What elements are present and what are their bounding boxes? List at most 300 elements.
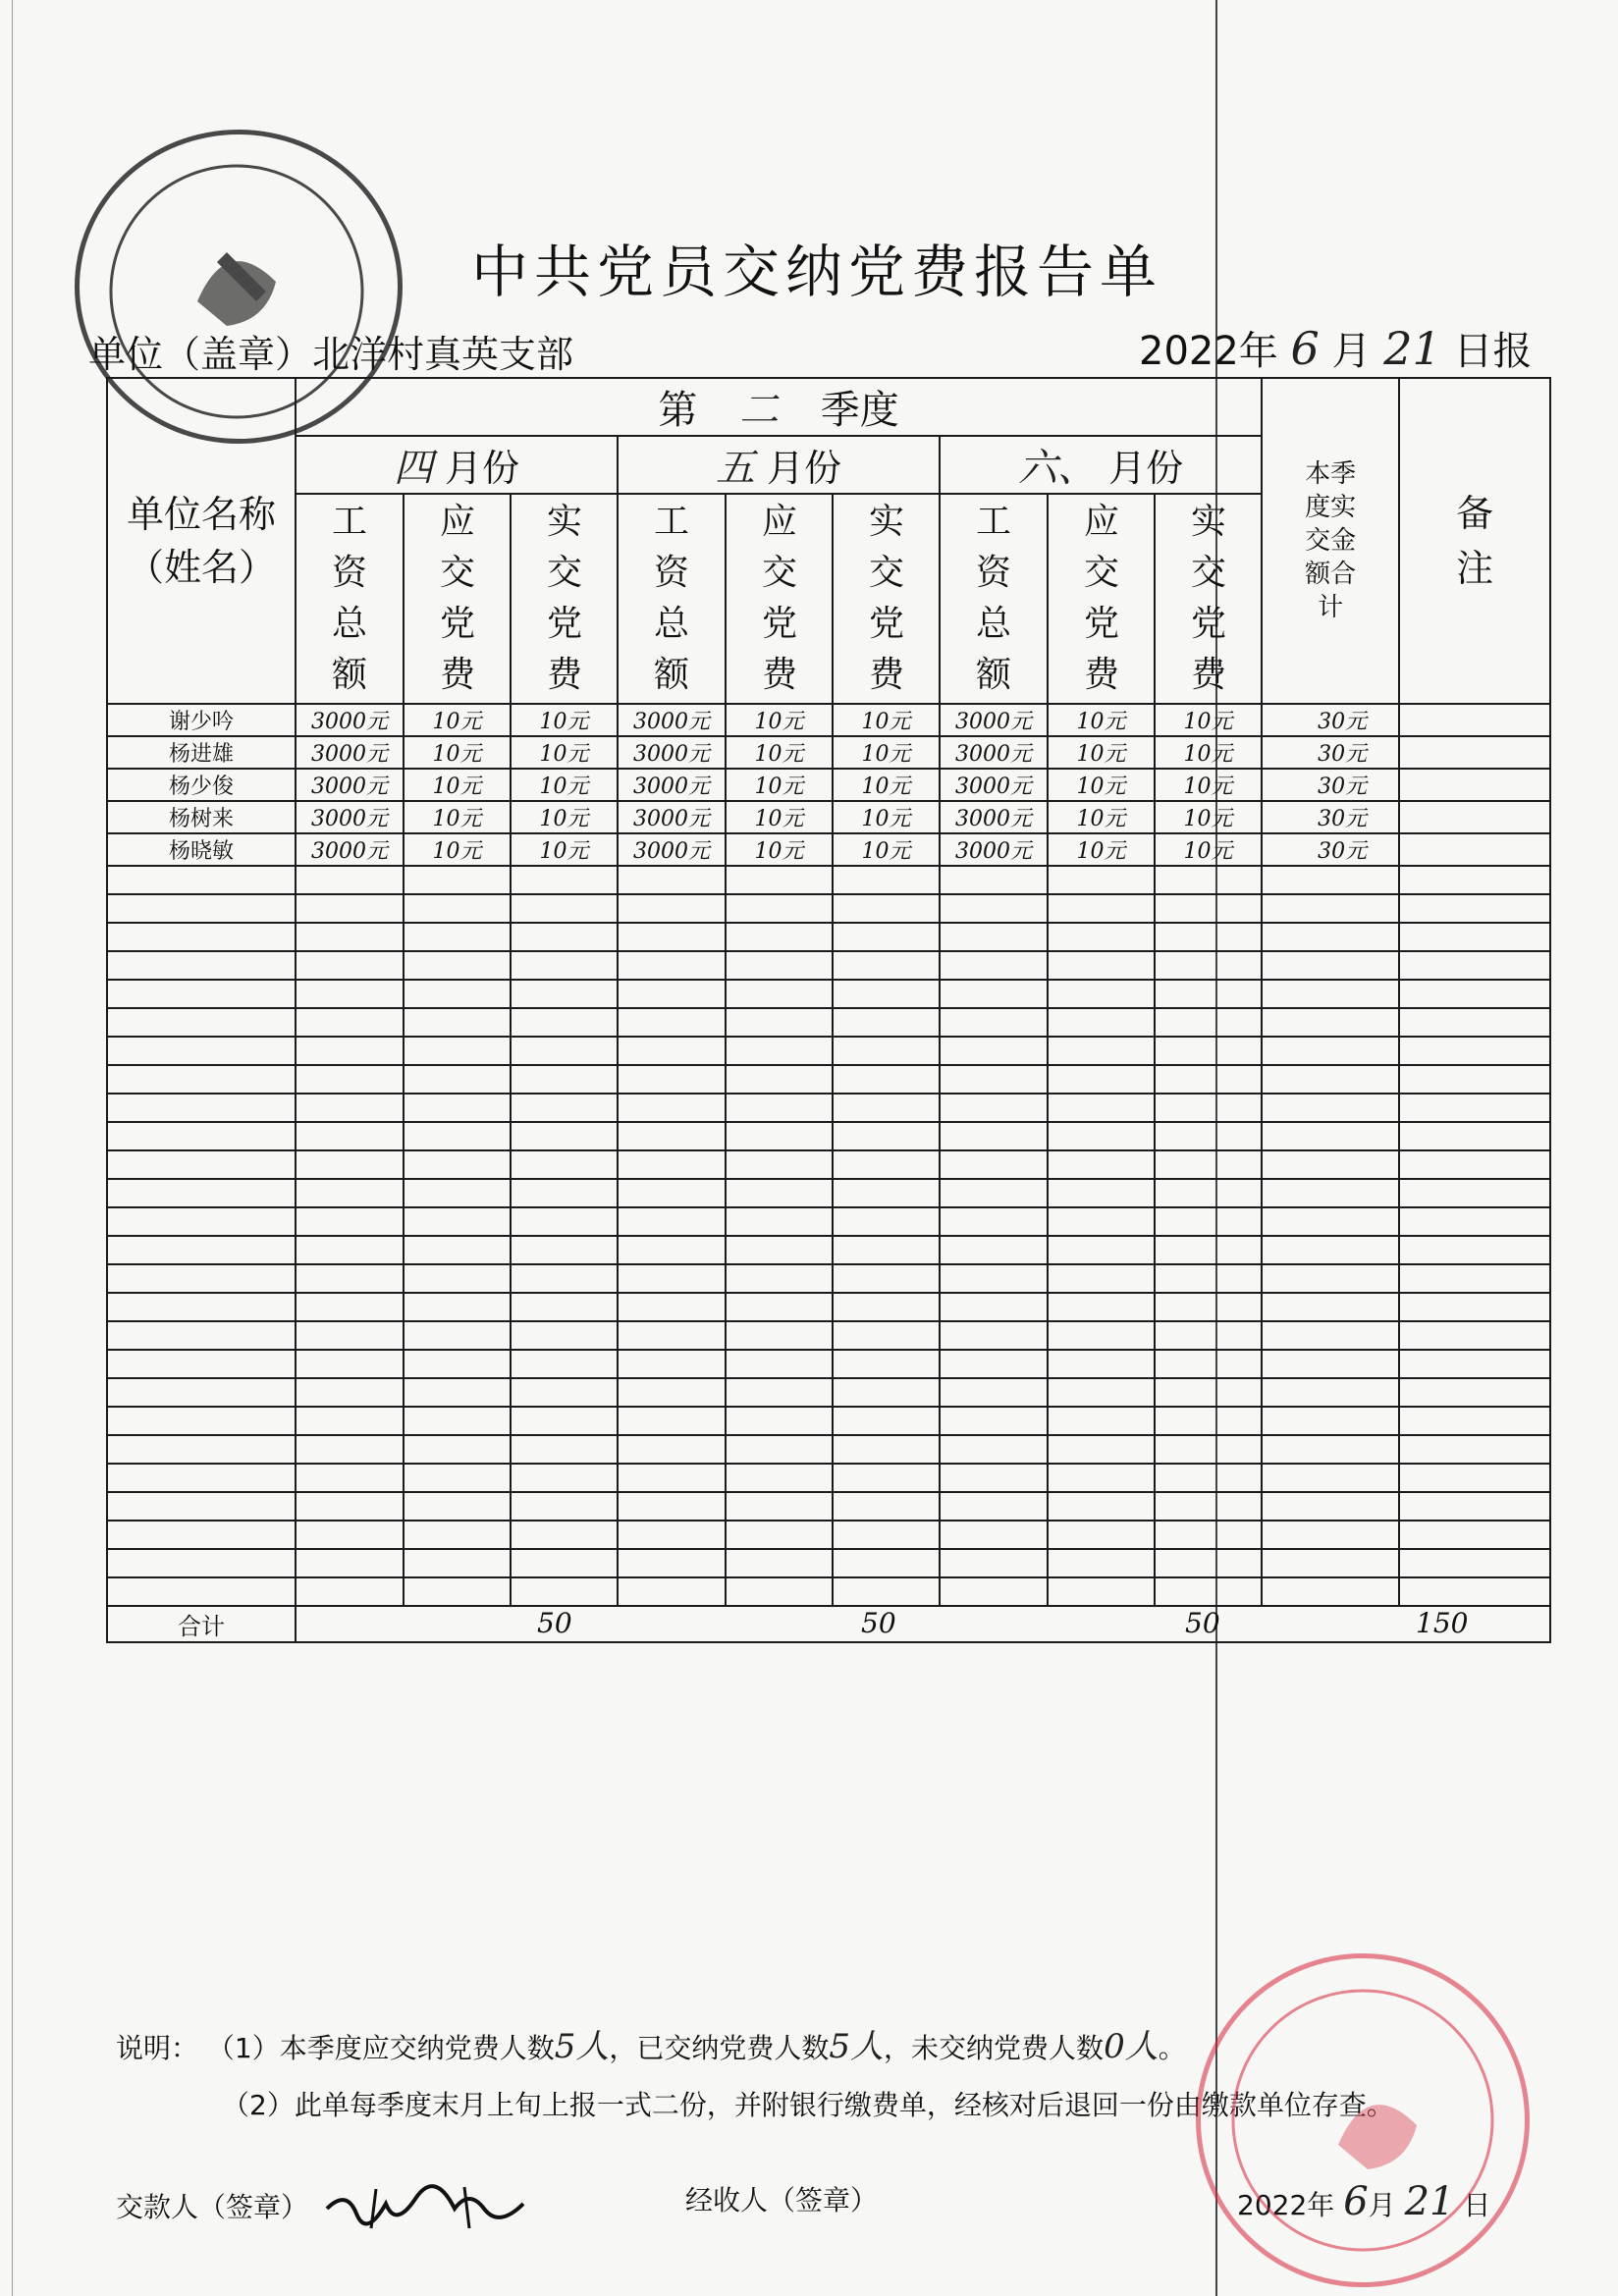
fee-cell bbox=[940, 1350, 1048, 1378]
fee-cell bbox=[404, 923, 511, 951]
fee-cell: 10元 bbox=[726, 769, 833, 801]
fee-cell bbox=[404, 980, 511, 1008]
table-row bbox=[107, 866, 1550, 894]
report-date: 2022年 6 月 21 日报 bbox=[1139, 322, 1533, 375]
fee-cell: 3000元 bbox=[296, 801, 404, 833]
quarter-total-cell bbox=[1262, 951, 1399, 980]
fee-cell bbox=[618, 1407, 726, 1435]
quarter-total-cell: 30元 bbox=[1262, 833, 1399, 866]
month-header-2: 五 月份 bbox=[618, 436, 940, 494]
fee-cell: 10元 bbox=[1155, 769, 1262, 801]
fee-cell bbox=[404, 1407, 511, 1435]
table-row bbox=[107, 801, 1550, 833]
paid-count: 5人 bbox=[829, 2027, 885, 2066]
fee-cell bbox=[296, 1378, 404, 1407]
fee-cell bbox=[296, 866, 404, 894]
fee-cell bbox=[618, 1577, 726, 1606]
quarter-total-cell bbox=[1262, 1407, 1399, 1435]
fee-cell: 10元 bbox=[1155, 801, 1262, 833]
fee-cell bbox=[296, 951, 404, 980]
fee-cell: 10元 bbox=[1048, 801, 1155, 833]
fee-cell bbox=[1048, 980, 1155, 1008]
fee-cell bbox=[726, 951, 833, 980]
fee-cell bbox=[618, 1521, 726, 1549]
fee-cell bbox=[1048, 866, 1155, 894]
fee-cell bbox=[1155, 1492, 1262, 1521]
fee-cell bbox=[726, 1492, 833, 1521]
remark-cell bbox=[1399, 1321, 1550, 1350]
fee-cell bbox=[511, 1264, 618, 1293]
fee-cell bbox=[833, 1521, 940, 1549]
remark-cell bbox=[1399, 1492, 1550, 1521]
notes-line-1: 说明： （1）本季度应交纳党费人数5人，已交纳党费人数5人，未交纳党费人数0人。 bbox=[116, 2027, 1186, 2066]
fee-cell bbox=[404, 1521, 511, 1549]
fee-cell bbox=[1048, 1264, 1155, 1293]
fee-cell bbox=[511, 1065, 618, 1094]
fee-cell bbox=[1048, 1350, 1155, 1378]
fee-cell bbox=[511, 980, 618, 1008]
fee-cell bbox=[404, 1122, 511, 1150]
quarter-total-cell bbox=[1262, 1521, 1399, 1549]
table-row bbox=[107, 1549, 1550, 1577]
table-row bbox=[107, 1378, 1550, 1407]
member-name: 杨进雄 bbox=[107, 736, 296, 769]
fee-cell bbox=[618, 923, 726, 951]
fee-cell bbox=[296, 1236, 404, 1264]
remark-cell bbox=[1399, 1407, 1550, 1435]
quarter-total-cell bbox=[1262, 1293, 1399, 1321]
quarter-total-cell bbox=[1262, 1008, 1399, 1037]
fee-cell bbox=[1155, 1179, 1262, 1207]
sub-header-m1-1: 应交党费 bbox=[404, 494, 511, 704]
fee-cell: 3000元 bbox=[940, 704, 1048, 736]
fee-cell bbox=[833, 1293, 940, 1321]
remark-cell bbox=[1399, 736, 1550, 769]
quarter-total-cell bbox=[1262, 894, 1399, 923]
quarter-total-cell bbox=[1262, 1179, 1399, 1207]
fee-cell bbox=[511, 1549, 618, 1577]
fee-cell bbox=[726, 1293, 833, 1321]
fee-cell bbox=[511, 1008, 618, 1037]
fee-cell bbox=[1048, 1065, 1155, 1094]
remark-cell bbox=[1399, 866, 1550, 894]
sub-header-m2-0: 工资总额 bbox=[618, 494, 726, 704]
fee-cell bbox=[511, 1207, 618, 1236]
member-name: 杨树来 bbox=[107, 801, 296, 833]
fee-cell bbox=[618, 951, 726, 980]
fee-cell bbox=[726, 1321, 833, 1350]
fee-cell bbox=[296, 894, 404, 923]
fee-cell bbox=[511, 1464, 618, 1492]
member-name bbox=[107, 1293, 296, 1321]
fee-cell bbox=[404, 1464, 511, 1492]
remark-cell bbox=[1399, 1179, 1550, 1207]
remark-cell bbox=[1399, 801, 1550, 833]
fee-cell: 10元 bbox=[1048, 704, 1155, 736]
fee-cell bbox=[940, 1521, 1048, 1549]
table-row bbox=[107, 1435, 1550, 1464]
fee-cell bbox=[833, 1207, 940, 1236]
fee-cell bbox=[1048, 951, 1155, 980]
fee-cell bbox=[1048, 1549, 1155, 1577]
fee-cell: 10元 bbox=[1048, 736, 1155, 769]
fee-cell bbox=[1155, 1150, 1262, 1179]
report-day: 21 bbox=[1383, 322, 1441, 375]
fee-cell bbox=[511, 866, 618, 894]
fee-cell bbox=[618, 1094, 726, 1122]
remark-cell bbox=[1399, 769, 1550, 801]
fee-cell: 10元 bbox=[511, 736, 618, 769]
quarter-total-cell bbox=[1262, 1350, 1399, 1378]
fee-cell bbox=[1048, 1122, 1155, 1150]
fee-cell bbox=[940, 1207, 1048, 1236]
table-row bbox=[107, 1236, 1550, 1264]
month-header-1: 四 月份 bbox=[296, 436, 618, 494]
table-row bbox=[107, 1407, 1550, 1435]
table-row bbox=[107, 923, 1550, 951]
remark-cell bbox=[1399, 1464, 1550, 1492]
fee-cell bbox=[940, 1179, 1048, 1207]
fee-cell bbox=[1155, 1321, 1262, 1350]
fee-cell bbox=[1048, 1150, 1155, 1179]
table-row bbox=[107, 1577, 1550, 1606]
fee-cell bbox=[404, 1150, 511, 1179]
fee-cell bbox=[833, 1435, 940, 1464]
fee-cell bbox=[940, 1236, 1048, 1264]
table-row bbox=[107, 1065, 1550, 1094]
fee-cell: 10元 bbox=[511, 704, 618, 736]
fee-cell bbox=[940, 923, 1048, 951]
remark-cell bbox=[1399, 951, 1550, 980]
fee-cell bbox=[511, 951, 618, 980]
fee-cell bbox=[940, 1264, 1048, 1293]
quarter-total-cell bbox=[1262, 1492, 1399, 1521]
fee-cell bbox=[726, 1037, 833, 1065]
fee-cell bbox=[404, 1492, 511, 1521]
remark-cell bbox=[1399, 923, 1550, 951]
report-month: 6 bbox=[1290, 322, 1320, 375]
member-name bbox=[107, 1037, 296, 1065]
table-row bbox=[107, 1150, 1550, 1179]
remark-cell bbox=[1399, 1207, 1550, 1236]
fee-cell bbox=[511, 1150, 618, 1179]
fee-cell: 10元 bbox=[833, 769, 940, 801]
member-name bbox=[107, 1464, 296, 1492]
fee-cell bbox=[1155, 980, 1262, 1008]
remark-cell bbox=[1399, 1435, 1550, 1464]
quarter-total-cell bbox=[1262, 1378, 1399, 1407]
quarter-total-cell bbox=[1262, 866, 1399, 894]
member-name bbox=[107, 1150, 296, 1179]
table-row bbox=[107, 1492, 1550, 1521]
handwritten-signature-icon bbox=[317, 2179, 553, 2238]
fee-cell bbox=[833, 894, 940, 923]
fee-cell: 3000元 bbox=[618, 801, 726, 833]
fee-cell bbox=[1155, 1577, 1262, 1606]
sum-value-0: 50 bbox=[537, 1607, 572, 1639]
table-row bbox=[107, 1122, 1550, 1150]
fee-cell bbox=[511, 1236, 618, 1264]
fee-cell bbox=[726, 1577, 833, 1606]
member-name bbox=[107, 923, 296, 951]
fee-cell bbox=[618, 1464, 726, 1492]
fee-cell bbox=[404, 1435, 511, 1464]
quarter-value: 二 bbox=[739, 388, 780, 433]
fee-cell bbox=[511, 894, 618, 923]
sub-header-m3-2: 实交党费 bbox=[1155, 494, 1262, 704]
fee-cell bbox=[833, 1464, 940, 1492]
fee-cell: 10元 bbox=[404, 736, 511, 769]
quarter-total-cell bbox=[1262, 923, 1399, 951]
fee-cell bbox=[618, 1293, 726, 1321]
member-name bbox=[107, 1521, 296, 1549]
member-name bbox=[107, 1179, 296, 1207]
fee-cell bbox=[1155, 1236, 1262, 1264]
fee-cell bbox=[1048, 923, 1155, 951]
quarter-total-cell bbox=[1262, 1094, 1399, 1122]
fee-cell bbox=[726, 1094, 833, 1122]
fee-cell: 10元 bbox=[833, 736, 940, 769]
member-name bbox=[107, 980, 296, 1008]
fee-cell bbox=[940, 1122, 1048, 1150]
fee-cell bbox=[618, 1236, 726, 1264]
remark-cell bbox=[1399, 1122, 1550, 1150]
fee-cell bbox=[511, 1293, 618, 1321]
fee-cell bbox=[726, 980, 833, 1008]
fee-cell bbox=[1048, 1378, 1155, 1407]
table-row bbox=[107, 1008, 1550, 1037]
fee-cell bbox=[833, 923, 940, 951]
fee-cell bbox=[404, 1293, 511, 1321]
fee-cell bbox=[511, 1378, 618, 1407]
member-name: 谢少吟 bbox=[107, 704, 296, 736]
member-name bbox=[107, 1094, 296, 1122]
fee-cell bbox=[1048, 1435, 1155, 1464]
fee-cell bbox=[618, 980, 726, 1008]
fee-cell bbox=[833, 1094, 940, 1122]
payer-signature: 交款人（签章） bbox=[116, 2179, 553, 2238]
sum-label: 合计 bbox=[107, 1606, 296, 1642]
fee-cell bbox=[618, 1350, 726, 1378]
fee-cell bbox=[726, 1350, 833, 1378]
fee-cell bbox=[726, 1150, 833, 1179]
fee-cell bbox=[940, 1037, 1048, 1065]
fee-cell bbox=[296, 1549, 404, 1577]
fee-cell bbox=[940, 1435, 1048, 1464]
quarter-total-cell bbox=[1262, 1464, 1399, 1492]
fee-cell bbox=[618, 894, 726, 923]
fee-cell: 10元 bbox=[726, 736, 833, 769]
fee-cell bbox=[1048, 1236, 1155, 1264]
quarter-header: 第 二 季度 bbox=[296, 378, 1262, 436]
fee-cell bbox=[618, 1321, 726, 1350]
fee-cell bbox=[404, 866, 511, 894]
unit-value: 北洋村真英支部 bbox=[312, 333, 574, 376]
fee-cell bbox=[511, 923, 618, 951]
quarter-total-cell bbox=[1262, 1264, 1399, 1293]
fee-cell bbox=[726, 894, 833, 923]
sum-value-1: 50 bbox=[861, 1607, 896, 1639]
quarter-total-cell bbox=[1262, 1150, 1399, 1179]
member-name bbox=[107, 1492, 296, 1521]
fee-cell bbox=[1048, 1037, 1155, 1065]
fee-cell bbox=[296, 1207, 404, 1236]
fee-cell bbox=[726, 1407, 833, 1435]
fee-cell: 10元 bbox=[1048, 833, 1155, 866]
fee-cell bbox=[296, 1577, 404, 1606]
fee-cell bbox=[404, 1350, 511, 1378]
quarter-total-cell bbox=[1262, 1122, 1399, 1150]
member-name bbox=[107, 1264, 296, 1293]
fee-cell bbox=[1155, 1065, 1262, 1094]
fee-cell bbox=[940, 1321, 1048, 1350]
fee-cell bbox=[940, 1464, 1048, 1492]
table-row bbox=[107, 1179, 1550, 1207]
sub-header-m3-1: 应交党费 bbox=[1048, 494, 1155, 704]
member-name bbox=[107, 1321, 296, 1350]
member-name bbox=[107, 1435, 296, 1464]
table-row bbox=[107, 1521, 1550, 1549]
quarter-total-cell bbox=[1262, 1321, 1399, 1350]
unpaid-count: 0人 bbox=[1104, 2027, 1159, 2066]
fee-cell bbox=[618, 1207, 726, 1236]
fee-cell bbox=[404, 1179, 511, 1207]
fee-cell bbox=[940, 980, 1048, 1008]
fee-cell: 10元 bbox=[726, 833, 833, 866]
fee-cell bbox=[296, 1037, 404, 1065]
fee-cell bbox=[833, 1577, 940, 1606]
fee-cell bbox=[1048, 1179, 1155, 1207]
quarter-total-cell bbox=[1262, 1549, 1399, 1577]
notes-line-2: （2）此单每季度末月上旬上报一式二份，并附银行缴费单，经核对后退回一份由缴款单位存查。 bbox=[222, 2089, 1394, 2121]
party-emblem-icon bbox=[1201, 1958, 1525, 2282]
fee-cell bbox=[1048, 1207, 1155, 1236]
scan-edge-left bbox=[12, 0, 13, 2296]
fee-cell bbox=[833, 1549, 940, 1577]
name-column-header: 单位名称（姓名） bbox=[107, 378, 296, 704]
fee-cell bbox=[511, 1321, 618, 1350]
fee-cell: 10元 bbox=[511, 833, 618, 866]
fee-cell bbox=[511, 1407, 618, 1435]
footer-date: 2022年 6月 21 日 bbox=[1237, 2179, 1491, 2224]
fee-cell bbox=[833, 1407, 940, 1435]
remark-cell bbox=[1399, 1378, 1550, 1407]
fee-cell bbox=[296, 1521, 404, 1549]
fee-cell bbox=[1048, 1407, 1155, 1435]
fee-cell bbox=[296, 1321, 404, 1350]
fee-cell: 10元 bbox=[1155, 736, 1262, 769]
fee-cell bbox=[511, 1179, 618, 1207]
fee-cell bbox=[404, 1378, 511, 1407]
fee-cell bbox=[1155, 1122, 1262, 1150]
fee-cell bbox=[833, 1236, 940, 1264]
fee-cell: 3000元 bbox=[618, 736, 726, 769]
fee-cell bbox=[296, 1407, 404, 1435]
member-name bbox=[107, 1549, 296, 1577]
fee-cell bbox=[511, 1577, 618, 1606]
fee-cell bbox=[296, 1150, 404, 1179]
fee-cell bbox=[726, 1122, 833, 1150]
member-name bbox=[107, 1350, 296, 1378]
fee-cell bbox=[404, 1008, 511, 1037]
fee-cell: 3000元 bbox=[296, 769, 404, 801]
fee-cell bbox=[833, 1378, 940, 1407]
table-row bbox=[107, 1350, 1550, 1378]
receiver-signature: 经收人（签章） bbox=[685, 2184, 879, 2216]
fee-cell bbox=[1155, 894, 1262, 923]
fee-cell: 3000元 bbox=[940, 801, 1048, 833]
fee-cell bbox=[1155, 1207, 1262, 1236]
fee-cell bbox=[296, 923, 404, 951]
fee-cell bbox=[1155, 1094, 1262, 1122]
remark-cell bbox=[1399, 1264, 1550, 1293]
table-row bbox=[107, 1464, 1550, 1492]
fee-cell bbox=[1155, 923, 1262, 951]
fee-cell: 10元 bbox=[726, 801, 833, 833]
fee-cell bbox=[726, 1008, 833, 1037]
quarter-total-cell bbox=[1262, 1065, 1399, 1094]
fee-cell bbox=[726, 1464, 833, 1492]
fee-cell bbox=[1155, 1350, 1262, 1378]
fee-cell: 3000元 bbox=[940, 736, 1048, 769]
fee-cell bbox=[726, 1549, 833, 1577]
remark-cell bbox=[1399, 1521, 1550, 1549]
remark-cell bbox=[1399, 1150, 1550, 1179]
fee-cell bbox=[833, 1150, 940, 1179]
fee-cell bbox=[618, 1549, 726, 1577]
fee-cell: 3000元 bbox=[940, 833, 1048, 866]
fee-cell: 10元 bbox=[833, 704, 940, 736]
fee-cell bbox=[1155, 1008, 1262, 1037]
fee-cell: 3000元 bbox=[618, 769, 726, 801]
sum-value-3: 150 bbox=[1416, 1607, 1469, 1639]
fee-cell bbox=[940, 1378, 1048, 1407]
fee-cell bbox=[940, 894, 1048, 923]
fee-cell bbox=[296, 1065, 404, 1094]
table-row bbox=[107, 980, 1550, 1008]
fee-cell: 10元 bbox=[1048, 769, 1155, 801]
month-header-3: 六、 月份 bbox=[940, 436, 1262, 494]
fee-cell: 10元 bbox=[833, 801, 940, 833]
fee-cell bbox=[726, 1236, 833, 1264]
fee-cell bbox=[1048, 894, 1155, 923]
fee-cell bbox=[296, 1293, 404, 1321]
unit-line bbox=[88, 324, 573, 378]
fee-cell bbox=[404, 1321, 511, 1350]
fee-cell bbox=[618, 1492, 726, 1521]
member-name bbox=[107, 1407, 296, 1435]
fee-cell bbox=[511, 1350, 618, 1378]
fee-cell bbox=[1155, 866, 1262, 894]
fee-cell bbox=[618, 1065, 726, 1094]
fee-cell: 10元 bbox=[511, 801, 618, 833]
fee-cell bbox=[1155, 1521, 1262, 1549]
fee-cell bbox=[618, 1037, 726, 1065]
fee-cell: 10元 bbox=[1155, 833, 1262, 866]
fee-cell bbox=[940, 1065, 1048, 1094]
fee-cell bbox=[940, 1492, 1048, 1521]
fee-cell bbox=[1048, 1008, 1155, 1037]
fee-cell bbox=[726, 923, 833, 951]
fee-cell bbox=[511, 1037, 618, 1065]
red-seal-stamp bbox=[1196, 1953, 1530, 2287]
fee-cell: 3000元 bbox=[296, 833, 404, 866]
quarter-total-cell bbox=[1262, 1577, 1399, 1606]
sub-header-m1-0: 工资总额 bbox=[296, 494, 404, 704]
fee-cell: 3000元 bbox=[940, 769, 1048, 801]
fee-cell bbox=[1155, 1549, 1262, 1577]
fee-cell bbox=[511, 1094, 618, 1122]
